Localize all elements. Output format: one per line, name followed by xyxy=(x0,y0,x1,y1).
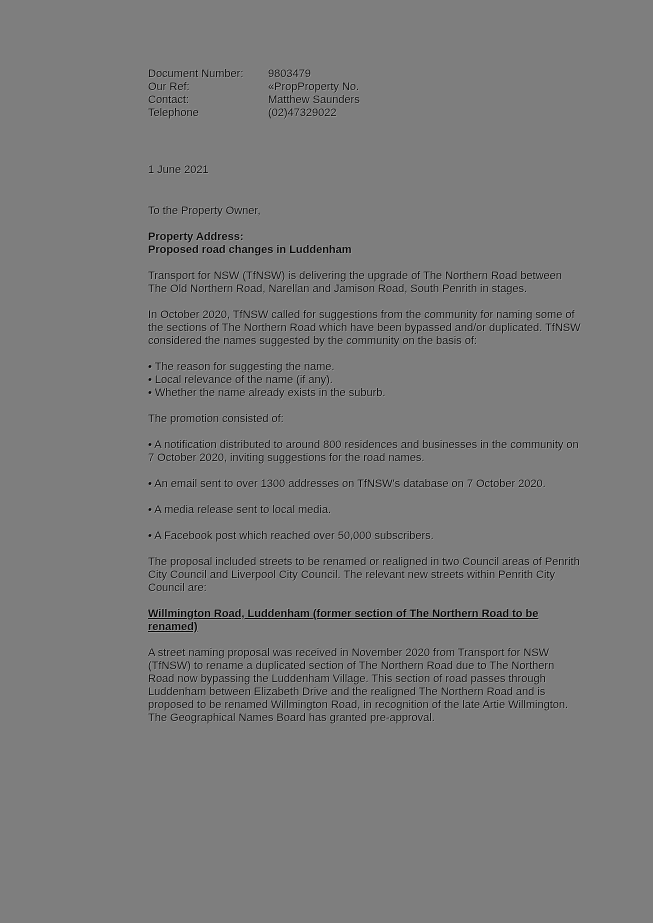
meta-row-our-ref xyxy=(148,81,581,94)
list-item: • Whether the name already exists in the suburb. xyxy=(148,387,386,399)
meta-label: Contact: xyxy=(148,94,189,106)
subject-block xyxy=(148,231,581,257)
meta-value: 9803479 xyxy=(268,68,311,80)
meta-value: «PropProperty No. xyxy=(268,81,360,93)
criteria-bullet-list xyxy=(148,361,581,400)
paragraph-proposal: The proposal included streets to be renamed or realigned in two Council areas of Penrith City Council and Liverpool City Council. The relevant new streets within Penrith City Council are: xyxy=(148,556,580,594)
promotion-intro: The promotion consisted of: xyxy=(148,413,284,425)
list-item: • A Facebook post which reached over 50,000 subscribers. xyxy=(148,530,434,542)
document-meta xyxy=(148,68,581,120)
section-heading-willmington-road: Willmington Road, Luddenham (former section of The Northern Road to be renamed) xyxy=(148,608,539,633)
meta-label: Our Ref: xyxy=(148,81,190,93)
meta-row-document-number xyxy=(148,68,581,81)
list-item: • A notification distributed to around 800 residences and businesses in the community on 7 October 2020, inviting suggestions for the road names. xyxy=(148,439,579,464)
list-item: • An email sent to over 1300 addresses on TfNSW's database on 7 October 2020. xyxy=(148,478,546,490)
meta-label: Telephone xyxy=(148,107,199,119)
paragraph-naming: A street naming proposal was received in November 2020 from Transport for NSW (TfNSW) to rename a duplicated section of The Northern Road due to The Northern Road now bypassing the Luddenham Village. This section of road passes through Luddenham between Elizabeth Drive and the realigned The Northern Road and is proposed to be renamed Willmington Road, in recognition of the late Artie Willmington. The Geographical Names Board has granted pre-approval. xyxy=(148,647,569,724)
meta-value: Matthew Saunders xyxy=(268,94,360,106)
property-address-label: Property Address: xyxy=(148,231,244,243)
meta-value: (02)47329022 xyxy=(268,107,337,119)
meta-label: Document Number: xyxy=(148,68,244,80)
salutation: To the Property Owner, xyxy=(148,205,261,217)
paragraph-october: In October 2020, TfNSW called for suggestions from the community for naming some of the sections of The Northern Road which have been bypassed and/or duplicated. TfNSW considered the names suggested by the community on the basis of: xyxy=(148,309,581,347)
list-item: • Local relevance of the name (if any). xyxy=(148,374,333,386)
list-item: • The reason for suggesting the name. xyxy=(148,361,335,373)
meta-row-telephone xyxy=(148,107,581,120)
list-item: • A media release sent to local media. xyxy=(148,504,332,516)
letter-content xyxy=(148,68,581,725)
letter-date: 1 June 2021 xyxy=(148,164,209,176)
paragraph-intro: Transport for NSW (TfNSW) is delivering the upgrade of The Northern Road between The Old Northern Road, Narellan and Jamison Road, South Penrith in stages. xyxy=(148,270,562,295)
meta-row-contact xyxy=(148,94,581,107)
subject-line: Proposed road changes in Luddenham xyxy=(148,244,352,256)
